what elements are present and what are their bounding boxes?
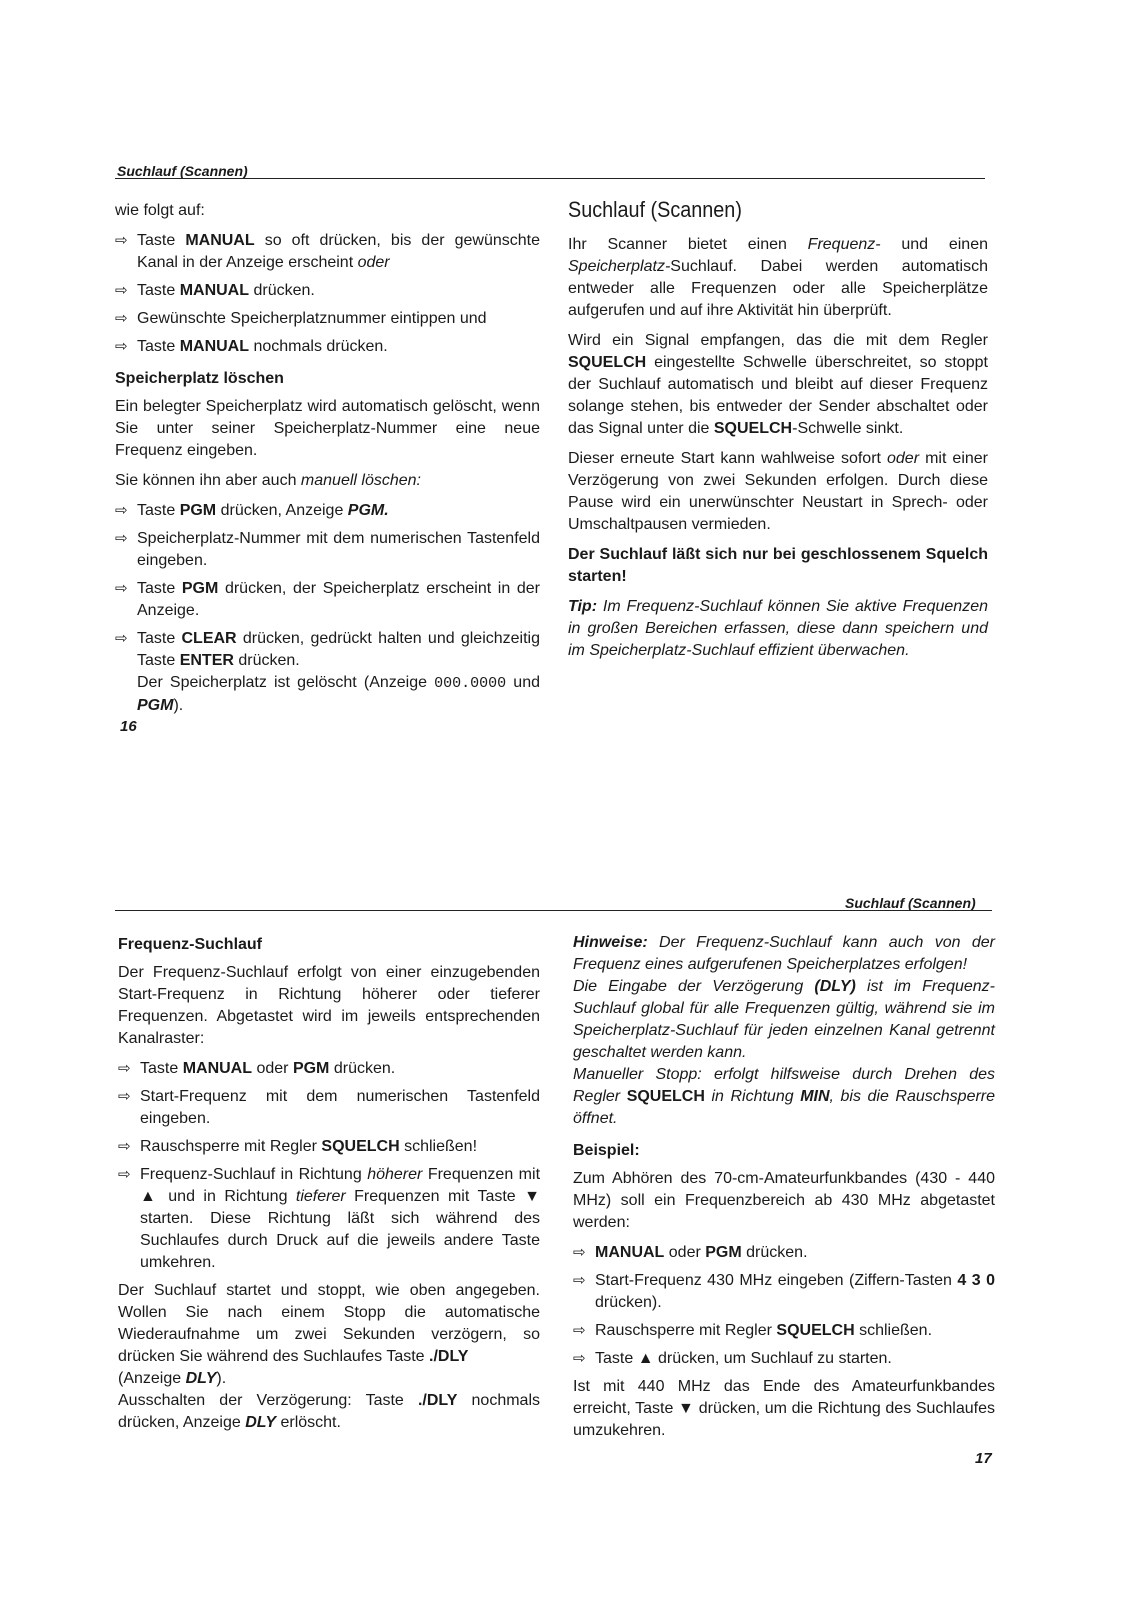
text-run: drücken, gedrückt halten und gleichzeitig Taste: [137, 630, 541, 669]
running-head-bottom: Suchlauf (Scannen): [845, 895, 976, 911]
text-run: ).: [173, 697, 184, 714]
text-run: schließen.: [854, 1322, 933, 1339]
text-run: wie folgt auf:: [115, 202, 205, 219]
text-run: Taste: [137, 502, 180, 519]
text-run: Rauschsperre mit Regler: [595, 1322, 777, 1339]
text-run: Hinweise:: [573, 934, 648, 951]
paragraph: [568, 330, 988, 440]
arrow-right-icon: ⇨: [115, 338, 128, 355]
arrow-right-icon: ⇨: [115, 282, 128, 299]
text-run: Frequenz-Suchlauf: [118, 936, 263, 953]
instruction-step: [115, 500, 540, 522]
text-run: Manueller Stopp: erfolgt hilfsweise durch Drehen des Regler: [573, 1066, 995, 1105]
text-run: ./DLY: [417, 1392, 458, 1409]
text-run: MANUAL: [595, 1244, 665, 1261]
header-rule-top: [115, 178, 985, 179]
paragraph: [115, 200, 540, 222]
instruction-step: [115, 578, 540, 622]
text-run: DLY: [245, 1414, 277, 1431]
text-run: PGM: [292, 1060, 330, 1077]
text-run: (DLY): [814, 978, 856, 995]
text-run: PGM: [137, 697, 174, 714]
text-run: nochmals drücken, Anzeige: [118, 1392, 541, 1431]
text-run: drücken.: [741, 1244, 808, 1261]
text-run: Speicherplatz-: [568, 258, 671, 275]
arrow-right-icon: ⇨: [118, 1060, 131, 1077]
section-heading: [115, 368, 540, 390]
text-run: Die Eingabe der Verzögerung: [573, 978, 815, 995]
paragraph: [568, 596, 988, 662]
text-run: Der Frequenz-Suchlauf kann auch von der Frequenz eines aufgerufenen Speicherplatzes erfolgen!: [573, 934, 995, 973]
instruction-step: [115, 628, 540, 717]
text-run: 000.0000: [434, 675, 507, 692]
text-run: Beispiel:: [573, 1142, 640, 1159]
arrow-right-icon: ⇨: [573, 1272, 586, 1289]
paragraph: [573, 1168, 995, 1234]
text-run: MIN: [800, 1088, 830, 1105]
text-run: ./DLY: [429, 1348, 469, 1365]
instruction-step: [573, 1348, 995, 1370]
text-run: Taste: [137, 630, 182, 647]
bottom-right-column: [573, 932, 995, 1450]
instruction-step: [118, 1136, 540, 1158]
arrow-right-icon: ⇨: [573, 1350, 586, 1367]
text-run: drücken, der Speicherplatz erscheint in der Anzeige.: [137, 580, 541, 619]
text-run: drücken, Anzeige: [216, 502, 348, 519]
arrow-right-icon: ⇨: [118, 1166, 131, 1183]
text-run: SQUELCH: [321, 1138, 400, 1155]
text-run: schließen!: [399, 1138, 478, 1155]
text-run: Taste: [137, 282, 180, 299]
text-run: Tip:: [568, 598, 598, 615]
text-run: Taste ▲ drücken, um Suchlauf zu starten.: [595, 1350, 892, 1367]
text-run: Frequenz-Suchlauf in Richtung: [140, 1166, 368, 1183]
instruction-step: [115, 308, 540, 330]
text-run: ENTER: [179, 652, 234, 669]
bottom-left-column: [118, 924, 540, 1442]
paragraph: [118, 1280, 540, 1434]
text-run: tieferer: [295, 1188, 346, 1205]
text-run: oder: [357, 254, 390, 271]
text-run: MANUAL: [179, 282, 250, 299]
section-heading: [573, 1140, 995, 1162]
text-run: Start-Frequenz 430 MHz eingeben (Ziffern-Tasten: [595, 1272, 958, 1289]
text-run: und: [506, 674, 541, 691]
text-run: Taste: [137, 232, 186, 249]
text-run: Der Suchlauf startet und stoppt, wie oben angegeben. Wollen Sie nach einem Stopp die automatische Wiederaufnahme um zwei Sekunden verzögern, so drücken Sie während des Suchlaufes Taste: [118, 1282, 540, 1365]
instruction-step: [115, 528, 540, 572]
top-right-column: [568, 196, 988, 670]
text-run: Sie können ihn aber auch: [115, 472, 301, 489]
text-run: PGM: [179, 502, 217, 519]
text-run: drücken.: [329, 1060, 396, 1077]
text-run: Start-Frequenz mit dem numerischen Tastenfeld eingeben.: [140, 1088, 540, 1127]
text-run: oder: [887, 450, 920, 467]
text-run: Gewünschte Speicherplatznummer eintippen und: [137, 310, 487, 327]
instruction-step: [573, 1242, 995, 1264]
text-run: Speicherplatz-Nummer mit dem numerischen Tastenfeld eingeben.: [137, 530, 540, 569]
text-run: ist im Frequenz-Suchlauf global für alle Frequenzen gültig, während sie im Speicherplatz-Suchlauf für jeden einzelnen Kanal getrennt geschaltet werden kann.: [573, 978, 996, 1061]
paragraph: [568, 234, 988, 322]
text-run: PGM: [181, 580, 219, 597]
arrow-right-icon: ⇨: [115, 502, 128, 519]
text-run: Zum Abhören des 70-cm-Amateurfunkbandes (430 - 440 MHz) soll ein Frequenzbereich ab 430 MHz abgetastet werden:: [573, 1170, 995, 1231]
arrow-right-icon: ⇨: [118, 1138, 131, 1155]
paragraph: [573, 932, 995, 1130]
text-run: Frequenz-: [807, 236, 881, 253]
text-run: MANUAL: [182, 1060, 253, 1077]
text-run: CLEAR: [181, 630, 237, 647]
arrow-right-icon: ⇨: [118, 1088, 131, 1105]
instruction-step: [573, 1270, 995, 1314]
text-run: , bis die Rauschsperre öffnet.: [573, 1088, 996, 1127]
text-run: MANUAL: [179, 338, 250, 355]
text-run: drücken).: [595, 1294, 662, 1311]
text-run: Wird ein Signal empfangen, das die mit dem Regler: [568, 332, 988, 349]
text-run: SQUELCH: [568, 354, 647, 371]
instruction-step: [115, 336, 540, 358]
arrow-right-icon: ⇨: [115, 530, 128, 547]
header-rule-bottom: [115, 910, 992, 911]
arrow-right-icon: ⇨: [573, 1322, 586, 1339]
text-run: Ihr Scanner bietet einen: [568, 236, 808, 253]
text-run: Suchlauf (Scannen): [568, 197, 742, 222]
text-run: SQUELCH: [626, 1088, 705, 1105]
text-run: Taste: [140, 1060, 183, 1077]
paragraph: [118, 962, 540, 1050]
text-run: ).: [216, 1370, 227, 1387]
arrow-right-icon: ⇨: [115, 580, 128, 597]
instruction-step: [118, 1086, 540, 1130]
text-run: Der Frequenz-Suchlauf erfolgt von einer einzugebenden Start-Frequenz in Richtung höherer oder tieferer Frequenzen. Abgetastet wird im jeweils entsprechenden Kanalraster:: [118, 964, 540, 1047]
text-run: Im Frequenz-Suchlauf können Sie aktive Frequenzen in großen Bereichen erfassen, diese dann speichern und im Speicherplatz-Suchlauf effizient überwachen.: [568, 598, 988, 659]
text-run: drücken.: [249, 282, 315, 299]
text-run: MANUAL: [185, 232, 255, 249]
text-run: oder: [252, 1060, 293, 1077]
text-run: DLY: [185, 1370, 217, 1387]
text-run: drücken.: [233, 652, 300, 669]
text-run: PGM: [705, 1244, 742, 1261]
text-run: eingestellte Schwelle überschreitet, so stoppt der Suchlauf automatisch und bleibt auf dieser Frequenz solange stehen, bis entweder der Sender abschaltet oder das Signal unter die: [568, 354, 988, 437]
paragraph: [115, 470, 540, 492]
text-run: in Richtung: [704, 1088, 801, 1105]
page-number-16: 16: [120, 718, 137, 735]
text-run: SQUELCH: [713, 420, 793, 437]
text-run: so oft drücken, bis der gewünschte Kanal in der Anzeige erscheint: [137, 232, 541, 271]
paragraph: [568, 448, 988, 536]
arrow-right-icon: ⇨: [115, 630, 128, 647]
text-run: 4 3 0: [957, 1272, 995, 1289]
instruction-step: [118, 1164, 540, 1274]
paragraph: [573, 1376, 995, 1442]
page-number-17: 17: [975, 1450, 992, 1467]
text-run: (Anzeige: [118, 1370, 186, 1387]
arrow-right-icon: ⇨: [115, 310, 128, 327]
text-run: oder: [664, 1244, 706, 1261]
text-run: Ein belegter Speicherplatz wird automatisch gelöscht, wenn Sie unter seiner Speicherplatz-Nummer eine neue Frequenz eingeben.: [115, 398, 540, 459]
paragraph: [115, 396, 540, 462]
text-run: -Schwelle sinkt.: [792, 420, 904, 437]
text-run: PGM.: [347, 502, 389, 519]
top-left-column: [115, 200, 540, 723]
text-run: und einen: [880, 236, 988, 253]
text-run: Rauschsperre mit Regler: [140, 1138, 322, 1155]
section-title: [568, 196, 946, 224]
text-run: Ist mit 440 MHz das Ende des Amateurfunkbandes erreicht, Taste ▼ drücken, um die Richtung des Suchlaufes umzukehren.: [573, 1378, 995, 1439]
text-run: Ausschalten der Verzögerung: Taste: [118, 1392, 418, 1409]
text-run: Taste: [137, 338, 180, 355]
text-run: Suchlauf. Dabei werden automatisch entweder alle Frequenzen oder alle Speicherplätze aufgerufen und auf ihre Aktivität hin überprüft.: [568, 258, 988, 319]
instruction-step: [573, 1320, 995, 1342]
text-run: Der Suchlauf läßt sich nur bei geschlossenem Squelch starten!: [568, 546, 988, 585]
text-run: Taste: [137, 580, 182, 597]
running-head-top: Suchlauf (Scannen): [117, 163, 248, 179]
text-run: erlöscht.: [276, 1414, 341, 1431]
arrow-right-icon: ⇨: [573, 1244, 586, 1261]
paragraph: [568, 544, 988, 588]
instruction-step: [115, 230, 540, 274]
arrow-right-icon: ⇨: [115, 232, 128, 249]
text-run: manuell löschen:: [300, 472, 421, 489]
text-run: nochmals drücken.: [249, 338, 388, 355]
text-run: Speicherplatz löschen: [115, 370, 284, 387]
text-run: Frequenzen mit ▲ und in Richtung: [140, 1166, 541, 1205]
section-heading: [118, 934, 540, 956]
text-run: Dieser erneute Start kann wahlweise sofort: [568, 450, 887, 467]
text-run: mit einer Verzögerung von zwei Sekunden erfolgen. Durch diese Pause wird ein unerwünschter Neustart in Sprech- oder Umschaltpausen vermieden.: [568, 450, 988, 533]
text-run: Der Speicherplatz ist gelöscht (Anzeige: [137, 674, 435, 691]
instruction-step: [118, 1058, 540, 1080]
instruction-step: [115, 280, 540, 302]
text-run: Frequenzen mit Taste ▼ starten. Diese Richtung läßt sich während des Suchlaufes durch Druck auf die jeweils andere Taste umkehren.: [140, 1188, 540, 1271]
text-run: höherer: [367, 1166, 423, 1183]
text-run: SQUELCH: [776, 1322, 855, 1339]
